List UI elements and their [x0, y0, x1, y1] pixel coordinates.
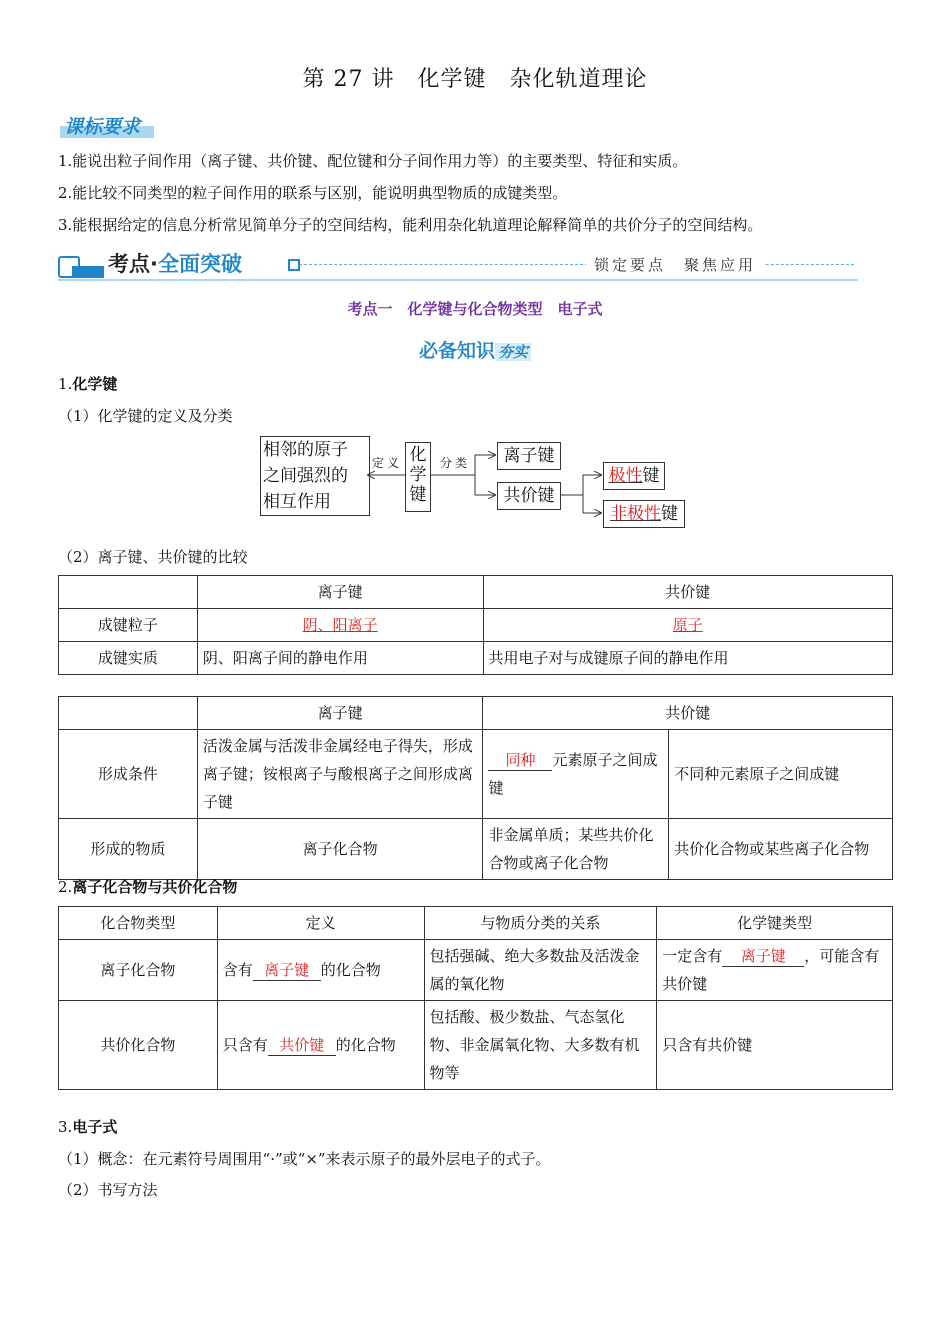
table-row: 共价化合物 只含有 共价键 的化合物 包括酸、极少数盐、气态氢化物、非金属氧化物、大多数有机物等 只含有共价键 — [59, 1001, 893, 1090]
table-row: 成键粒子 阴、阳离子 原子 — [59, 609, 893, 642]
page-title: 第 27 讲 化学键 杂化轨道理论 — [302, 67, 648, 92]
subheading-3-2: （2）书写方法 — [58, 1181, 158, 1199]
bibei-header: 必备知识 夯实 — [0, 336, 950, 363]
definition-box: 相邻的原子 之间强烈的 相互作用 — [260, 436, 370, 516]
ionic-bond-box: 离子键 — [497, 442, 561, 470]
banner-small-square-icon — [288, 259, 300, 271]
banner-bottom-line — [58, 279, 858, 281]
table-row: 形成的物质 离子化合物 非金属单质；某些共价化合物或离子化合物 共价化合物或某些离子化合物 — [59, 819, 893, 880]
table-row: 离子键 共价键 — [59, 697, 893, 730]
section-header-text: 课标要求 — [64, 116, 141, 138]
table-row: 离子化合物 含有 离子键 的化合物 包括强碱、绝大多数盐及活泼金属的氧化物 一定含有 离子键 ，可能含有共价键 — [59, 940, 893, 1001]
requirement-2: 2.能比较不同类型的粒子间作用的联系与区别，能说明典型物质的成键类型。 — [58, 184, 568, 202]
table-bond-comparison-1 — [58, 575, 893, 675]
banner-right-text: 锁定要点 聚焦应用 — [586, 254, 764, 275]
covalent-bond-box: 共价键 — [497, 482, 561, 510]
definition-label: 定义 — [372, 456, 403, 470]
section-header-requirements — [58, 112, 158, 140]
requirement-3: 3.能根据给定的信息分析常见简单分子的空间结构，能利用杂化轨道理论解释简单的共价分子的空间结构。 — [58, 216, 763, 234]
nonpolar-bond-box: 非极性键 — [603, 500, 685, 528]
heading-2: 2.离子化合物与共价化合物 — [58, 878, 238, 896]
kaodian-banner — [58, 246, 858, 282]
polar-bond-box: 极性键 — [603, 462, 665, 490]
banner-bar-icon — [72, 266, 104, 278]
banner-dash-line — [294, 264, 854, 265]
table-bond-comparison-2 — [58, 696, 893, 880]
bond-classification-diagram — [0, 430, 950, 540]
diagram-arrows — [0, 430, 950, 540]
requirement-1: 1.能说出粒子间作用（离子键、共价键、配位键和分子间作用力等）的主要类型、特征和实质。 — [58, 152, 688, 170]
table-row: 成键实质 阴、阳离子间的静电作用 共用电子对与成键原子间的静电作用 — [59, 642, 893, 675]
banner-title: 考点·全面突破 — [108, 252, 242, 276]
subheading-1-2: （2）离子键、共价键的比较 — [58, 548, 248, 566]
table-row: 离子键 共价键 — [59, 576, 893, 609]
subheading-3-1: （1）概念：在元素符号周围用“·”或“×”来表示原子的最外层电子的式子。 — [58, 1150, 551, 1168]
kaodian-title: 考点一 化学键与化合物类型 电子式 — [347, 300, 603, 318]
center-box: 化 学 键 — [405, 442, 431, 512]
heading-3: 3.电子式 — [58, 1118, 118, 1136]
table-row: 形成条件 活泼金属与活泼非金属经电子得失，形成离子键；铵根离子与酸根离子之间形成离子键 同种 元素原子之间成键 不同种元素原子之间成键 — [59, 730, 893, 819]
classification-label: 分类 — [440, 456, 471, 470]
subheading-1-1: （1）化学键的定义及分类 — [58, 407, 233, 425]
table-row: 化合物类型 定义 与物质分类的关系 化学键类型 — [59, 907, 893, 940]
table-compound-types — [58, 906, 893, 1090]
heading-1: 1.化学键 — [58, 375, 118, 393]
